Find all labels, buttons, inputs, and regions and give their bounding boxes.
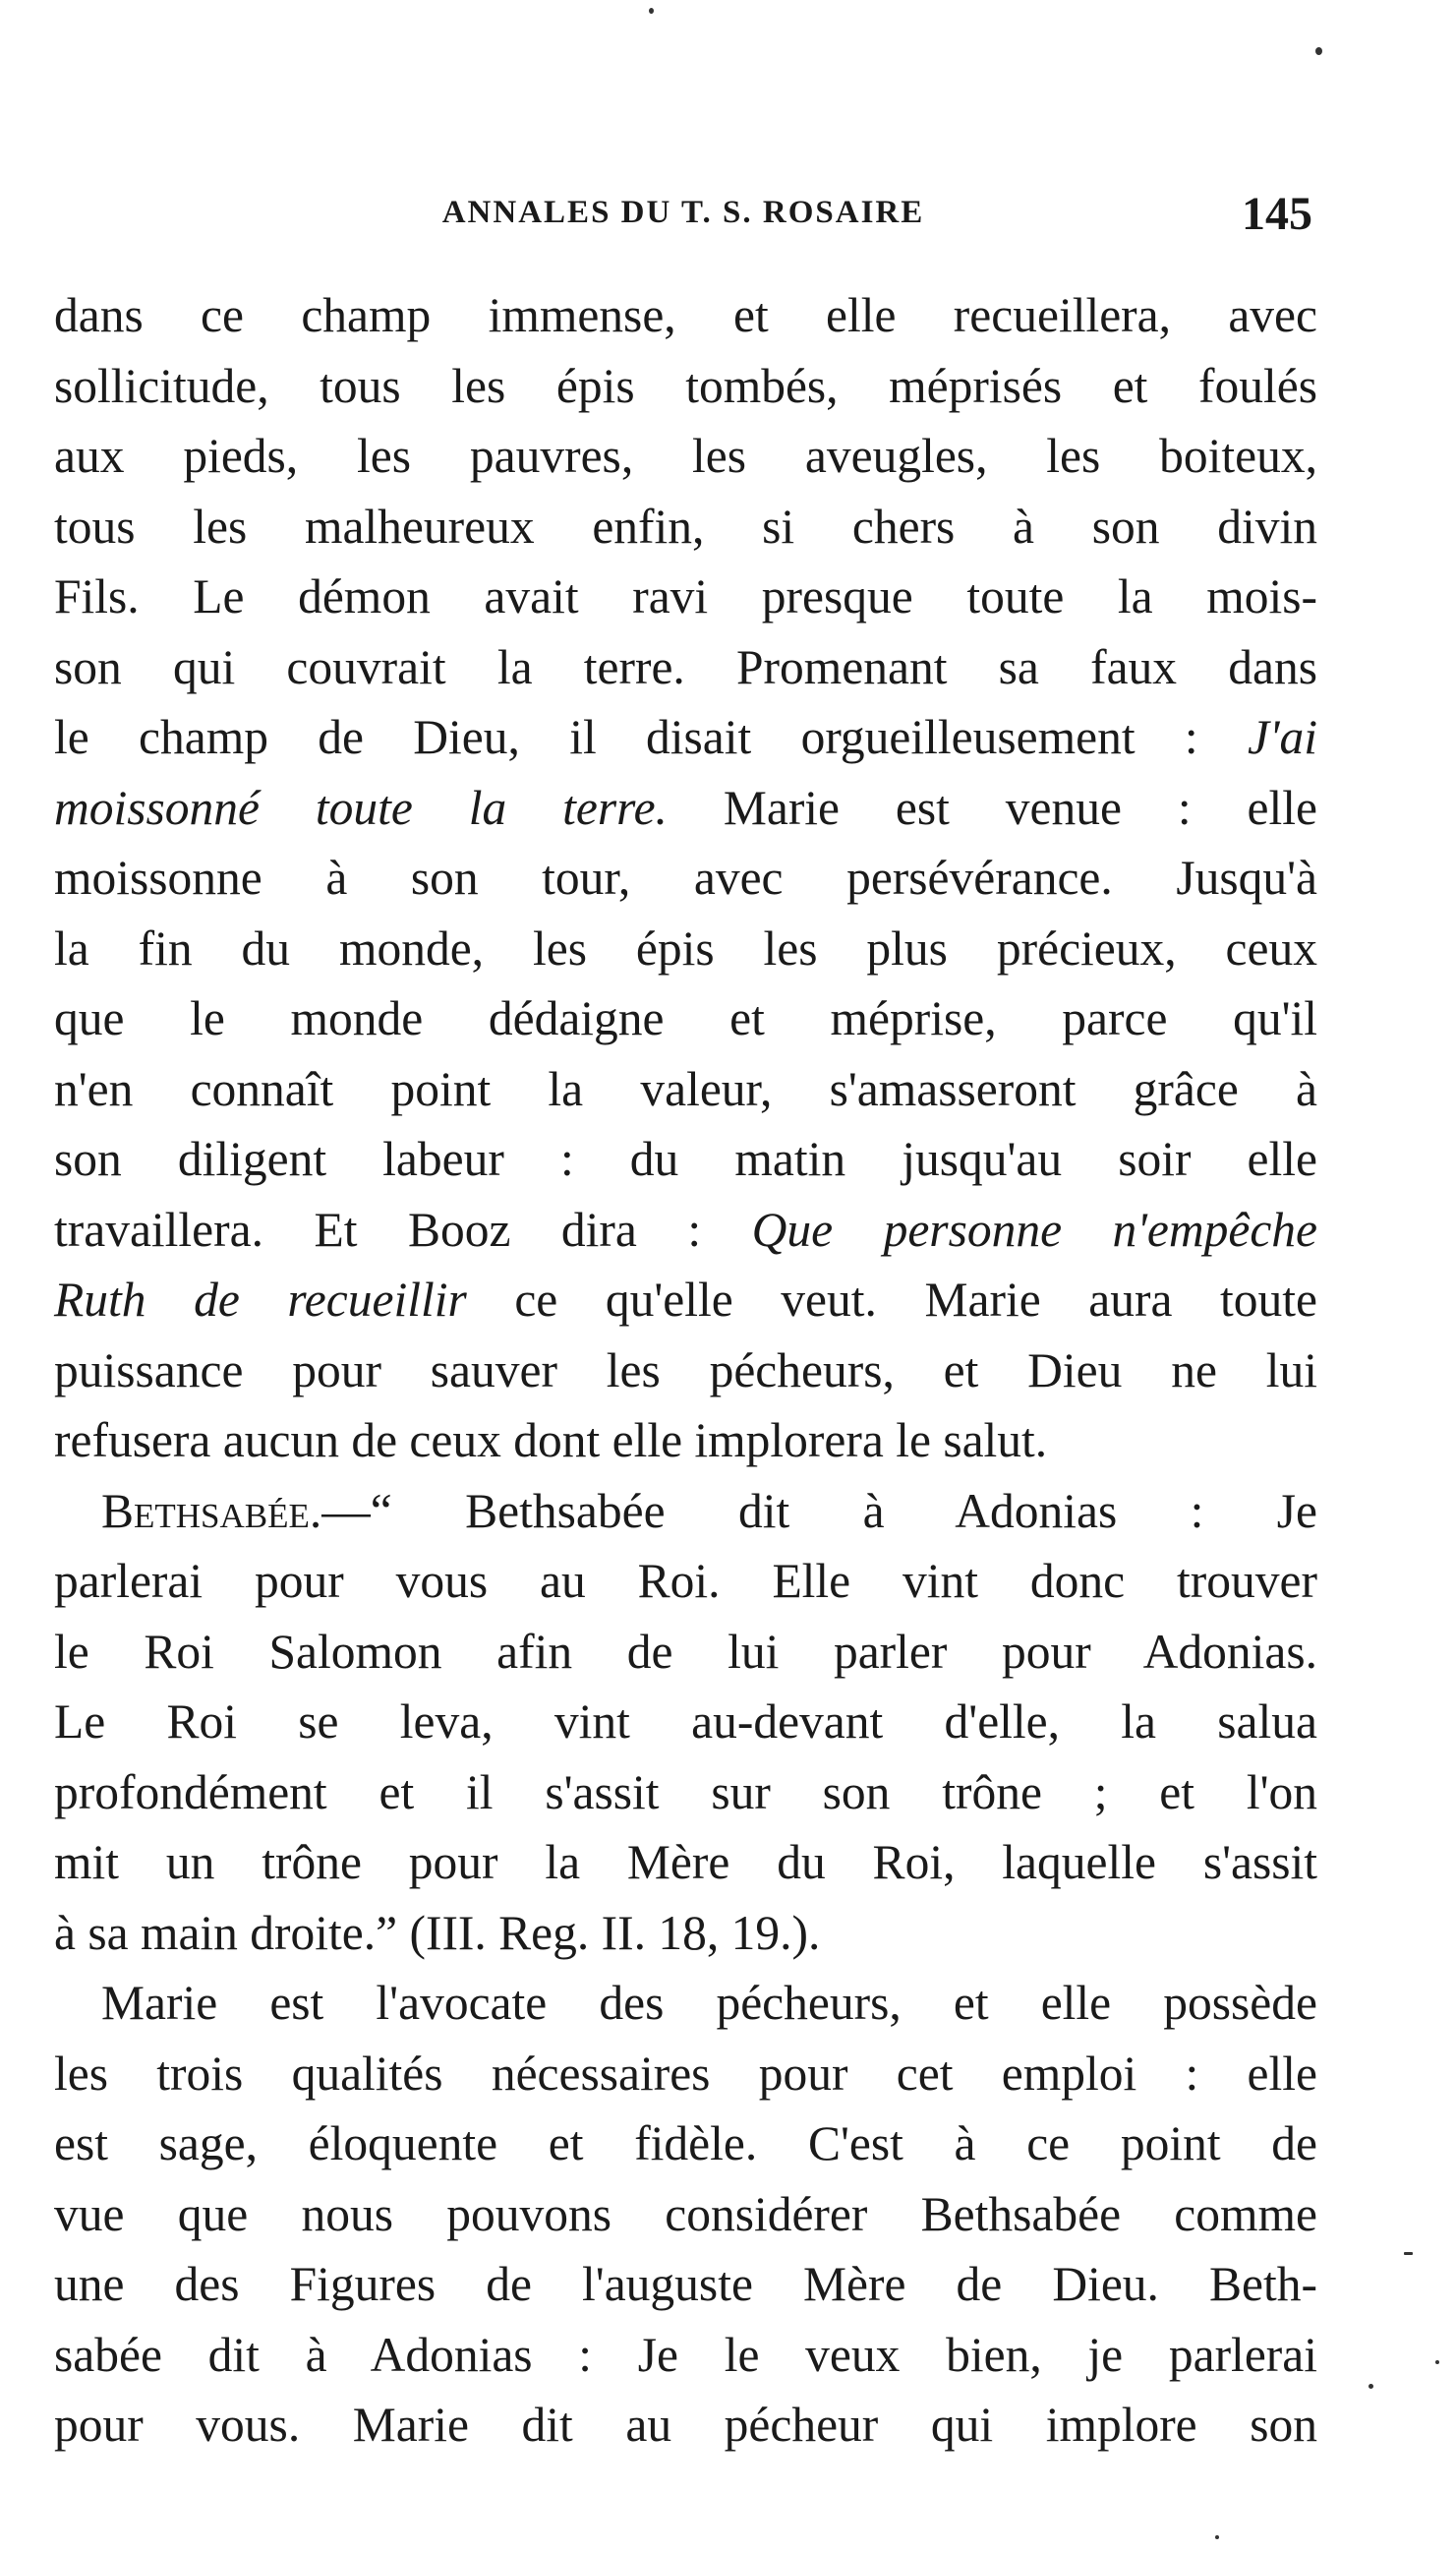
text-run: Fils. Le démon avait ravi presque toute la mois- xyxy=(54,569,1317,623)
text-run: Le Roi se leva, vint au-devant d'elle, la salua xyxy=(54,1694,1317,1749)
text-line xyxy=(54,2179,1317,2250)
text-run: le Roi Salomon afin de lui parler pour Adonias. xyxy=(54,1624,1317,1679)
text-line xyxy=(54,492,1317,563)
text-line xyxy=(54,1827,1317,1898)
text-line xyxy=(54,2249,1317,2320)
text-run: Marie est venue : elle xyxy=(667,780,1317,835)
page-number: 145 xyxy=(1242,188,1312,240)
text-line xyxy=(54,1757,1317,1828)
text-line xyxy=(54,1265,1317,1335)
body-text xyxy=(54,280,1317,2461)
text-line xyxy=(54,421,1317,492)
text-run: travaillera. Et Booz dira : xyxy=(54,1202,752,1257)
running-head xyxy=(54,187,1312,246)
text-run: ce qu'elle veut. Marie aura toute xyxy=(466,1273,1317,1327)
text-line xyxy=(54,2320,1317,2391)
text-run: profondément et il s'assit sur son trône ; et l'on xyxy=(54,1764,1317,1819)
text-line xyxy=(54,1405,1317,1476)
text-line xyxy=(54,280,1317,351)
text-run: est sage, éloquente et fidèle. C'est à ce point de xyxy=(54,2116,1317,2170)
text-line xyxy=(54,1476,1317,1547)
text-run: mit un trône pour la Mère du Roi, laquelle s'assit xyxy=(54,1835,1317,1889)
text-run: le champ de Dieu, il disait orgueilleusement : xyxy=(54,710,1248,764)
text-line xyxy=(54,351,1317,422)
text-run: Marie est l'avocate des pécheurs, et elle possède xyxy=(101,1976,1317,2030)
text-line xyxy=(54,562,1317,632)
text-line xyxy=(54,1968,1317,2039)
text-line xyxy=(54,843,1317,914)
text-line xyxy=(54,2039,1317,2109)
italic-text: Que personne n'empêche xyxy=(751,1202,1318,1257)
text-line xyxy=(54,1898,1317,1969)
text-run: puissance pour sauver les pécheurs, et Dieu ne lui xyxy=(54,1342,1317,1397)
text-run: tous les malheureux enfin, si chers à son divin xyxy=(54,499,1317,554)
text-run: que le monde dédaigne et méprise, parce qu'il xyxy=(54,991,1317,1045)
text-run: son diligent labeur : du matin jusqu'au soir elle xyxy=(54,1132,1317,1186)
text-line xyxy=(54,1546,1317,1617)
text-run: son qui couvrait la terre. Promenant sa faux dans xyxy=(54,639,1317,694)
text-run: parlerai pour vous au Roi. Elle vint donc trouver xyxy=(54,1554,1317,1608)
text-run: les trois qualités nécessaires pour cet emploi : elle xyxy=(54,2046,1317,2101)
text-line xyxy=(54,1617,1317,1688)
print-speck xyxy=(1404,2252,1413,2255)
text-run: la fin du monde, les épis les plus précieux, ceux xyxy=(54,920,1317,976)
text-line xyxy=(54,702,1317,773)
text-line xyxy=(54,983,1317,1054)
text-run: sabée dit à Adonias : Je le veux bien, je parlerai xyxy=(54,2327,1317,2382)
text-run: dans ce champ immense, et elle recueillera, avec xyxy=(54,288,1317,342)
text-run: —“ Bethsabée dit à Adonias : Je xyxy=(321,1483,1317,1538)
text-line xyxy=(54,773,1317,844)
running-title: ANNALES DU T. S. ROSAIRE xyxy=(441,195,925,230)
print-speck xyxy=(1215,2535,1219,2539)
text-line xyxy=(54,914,1317,984)
print-speck xyxy=(649,8,654,14)
italic-text: J'ai xyxy=(1247,710,1317,764)
print-speck xyxy=(1435,2360,1439,2364)
text-run: sollicitude, tous les épis tombés, méprisés et foulés xyxy=(54,358,1317,413)
text-line xyxy=(54,632,1317,703)
print-speck xyxy=(1369,2384,1373,2389)
text-run: vue que nous pouvons considérer Bethsabée comme xyxy=(54,2186,1317,2241)
text-run: moissonne à son tour, avec persévérance. Jusqu'à xyxy=(54,851,1317,905)
italic-text: moissonné toute la terre. xyxy=(54,780,668,835)
text-run: à sa main droite.” (III. Reg. II. 18, 19.). xyxy=(54,1905,821,1960)
text-line xyxy=(54,1124,1317,1195)
text-run: une des Figures de l'auguste Mère de Dieu. Beth- xyxy=(54,2257,1317,2311)
text-line xyxy=(54,2390,1317,2461)
text-line xyxy=(54,1054,1317,1125)
section-heading: Bethsabée. xyxy=(101,1483,322,1538)
text-line xyxy=(54,2108,1317,2179)
text-line xyxy=(54,1335,1317,1406)
text-run: n'en connaît point la valeur, s'amasseront grâce à xyxy=(54,1061,1317,1116)
print-speck xyxy=(1315,47,1322,55)
text-run: aux pieds, les pauvres, les aveugles, les boiteux, xyxy=(54,429,1317,483)
italic-text: Ruth de recueillir xyxy=(54,1273,467,1327)
text-line xyxy=(54,1195,1317,1266)
text-line xyxy=(54,1687,1317,1757)
text-run: refusera aucun de ceux dont elle implorera le salut. xyxy=(54,1413,1048,1467)
text-run: pour vous. Marie dit au pécheur qui implore son xyxy=(54,2398,1317,2452)
